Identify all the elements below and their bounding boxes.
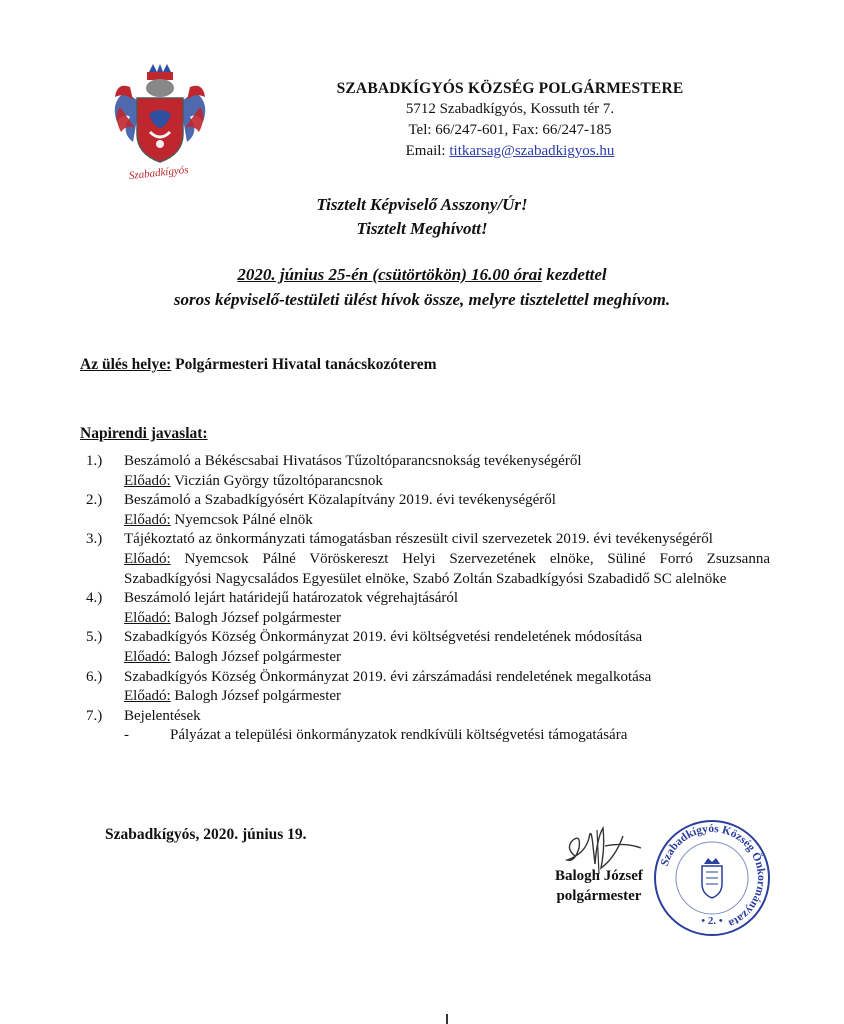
signer-block bbox=[555, 866, 643, 906]
presenter-label: Előadó: bbox=[124, 688, 171, 705]
agenda-sub-item bbox=[124, 726, 770, 746]
office-title: SZABADKÍGYÓS KÖZSÉG POLGÁRMESTERE bbox=[336, 80, 684, 97]
venue-value: Polgármesteri Hivatal tanácskozóterem bbox=[171, 356, 437, 373]
page-edge-mark bbox=[446, 1014, 448, 1024]
agenda-item-text: Beszámoló a Békéscsabai Hivatásos Tűzoltóparancsnokság tevékenységéről bbox=[124, 453, 582, 469]
agenda-item-number: 2.) bbox=[86, 492, 103, 509]
greeting bbox=[0, 193, 844, 241]
agenda-list bbox=[80, 452, 770, 746]
signer-title: polgármester bbox=[556, 888, 642, 904]
agenda-sub-item-text: Pályázat a települési önkormányzatok rendkívüli költségvetési támogatására bbox=[170, 727, 628, 744]
invitation-line-2: soros képviselő-testületi ülést hívok össze, melyre tisztelettel meghívom. bbox=[173, 290, 671, 309]
venue bbox=[80, 356, 437, 374]
invitation bbox=[0, 262, 844, 312]
agenda-item bbox=[80, 668, 770, 707]
agenda-item bbox=[80, 452, 770, 491]
presenter-name: Balogh József polgármester bbox=[170, 648, 342, 665]
agenda-item-text: Beszámoló lejárt határidejű határozatok végrehajtásáról bbox=[124, 590, 459, 607]
agenda-item bbox=[80, 491, 770, 530]
invitation-line-1-rest: kezdettel bbox=[541, 265, 607, 284]
agenda-item-number: 6.) bbox=[86, 668, 103, 685]
greeting-line-1: Tisztelt Képviselő Asszony/Úr! bbox=[316, 195, 528, 214]
dash-bullet: - bbox=[124, 727, 129, 744]
agenda-item-presenter bbox=[124, 511, 770, 531]
email-link[interactable]: titkarsag@szabadkigyos.hu bbox=[449, 143, 615, 159]
letterhead bbox=[300, 78, 720, 162]
presenter-name: Balogh József polgármester bbox=[170, 609, 342, 626]
presenter-name: Balogh József polgármester bbox=[170, 688, 342, 705]
invitation-line-1 bbox=[0, 262, 844, 287]
presenter-label: Előadó: bbox=[124, 609, 171, 626]
agenda-item-presenter bbox=[124, 687, 770, 707]
agenda-item-number: 1.) bbox=[86, 453, 103, 469]
agenda-item-text: Beszámoló a Szabadkígyósért Közalapítvány 2019. évi tevékenységéről bbox=[124, 492, 556, 509]
agenda-item-text: Bejelentések bbox=[124, 707, 201, 724]
agenda-item bbox=[80, 707, 770, 746]
agenda-item-number: 4.) bbox=[86, 590, 103, 607]
office-phone-fax: Tel: 66/247-601, Fax: 66/247-185 bbox=[408, 122, 612, 138]
place-and-date: Szabadkígyós, 2020. június 19. bbox=[105, 826, 307, 843]
stamp-text: Szabadkígyós Község Önkormányzata bbox=[658, 822, 768, 930]
signer-name: Balogh József bbox=[555, 868, 643, 884]
greeting-line-2: Tisztelt Meghívott! bbox=[356, 219, 488, 238]
official-round-stamp bbox=[652, 818, 772, 938]
presenter-label: Előadó: bbox=[124, 472, 171, 489]
presenter-name: Nyemcsok Pálné elnök bbox=[170, 511, 313, 528]
agenda-item-text: Szabadkígyós Község Önkormányzat 2019. évi zárszámadási rendeletének megalkotása bbox=[124, 668, 652, 685]
agenda-item-number: 3.) bbox=[86, 531, 103, 548]
presenter-label: Előadó: bbox=[124, 550, 171, 567]
agenda-item-presenter bbox=[124, 472, 770, 492]
agenda-item-presenter bbox=[124, 609, 770, 629]
agenda-item-text: Tájékoztató az önkormányzati támogatásban részesült civil szervezetek 2019. évi tevékenységéről bbox=[124, 531, 713, 548]
stamp-number: • 2. • bbox=[701, 915, 723, 927]
logo-caption: Szabadkígyós bbox=[128, 163, 190, 182]
office-address: 5712 Szabadkígyós, Kossuth tér 7. bbox=[405, 101, 615, 117]
agenda-item-text: Szabadkígyós Község Önkormányzat 2019. évi költségvetési rendeletének módosítása bbox=[124, 629, 643, 646]
agenda-item bbox=[80, 628, 770, 667]
agenda-item bbox=[80, 589, 770, 628]
office-email-row bbox=[300, 141, 720, 162]
agenda-heading: Napirendi javaslat: bbox=[80, 425, 208, 442]
meeting-date: 2020. június 25-én (csütörtökön) 16.00 órai bbox=[237, 265, 542, 284]
presenter-label: Előadó: bbox=[124, 511, 171, 528]
coat-of-arms-logo bbox=[105, 62, 215, 182]
presenter-label: Előadó: bbox=[124, 648, 171, 665]
agenda-item-number: 7.) bbox=[86, 707, 103, 724]
agenda-item-number: 5.) bbox=[86, 629, 103, 646]
presenter-name: Viczián György tűzoltóparancsnok bbox=[170, 472, 383, 489]
agenda-item-presenter bbox=[124, 648, 770, 668]
agenda-item bbox=[80, 530, 770, 589]
venue-label: Az ülés helye: bbox=[80, 356, 172, 373]
email-label: Email: bbox=[405, 143, 450, 159]
presenter-name: Nyemcsok Pálné Vöröskereszt Helyi Szervezetének elnöke, Süliné Forró Zsuzsanna Szabadkígyósi Nagycsaládos Egyesület elnöke, Szabó Zoltán Szabadkígyósi Szabadidő SC alelnöke bbox=[124, 550, 770, 587]
agenda-item-presenter bbox=[124, 550, 770, 589]
